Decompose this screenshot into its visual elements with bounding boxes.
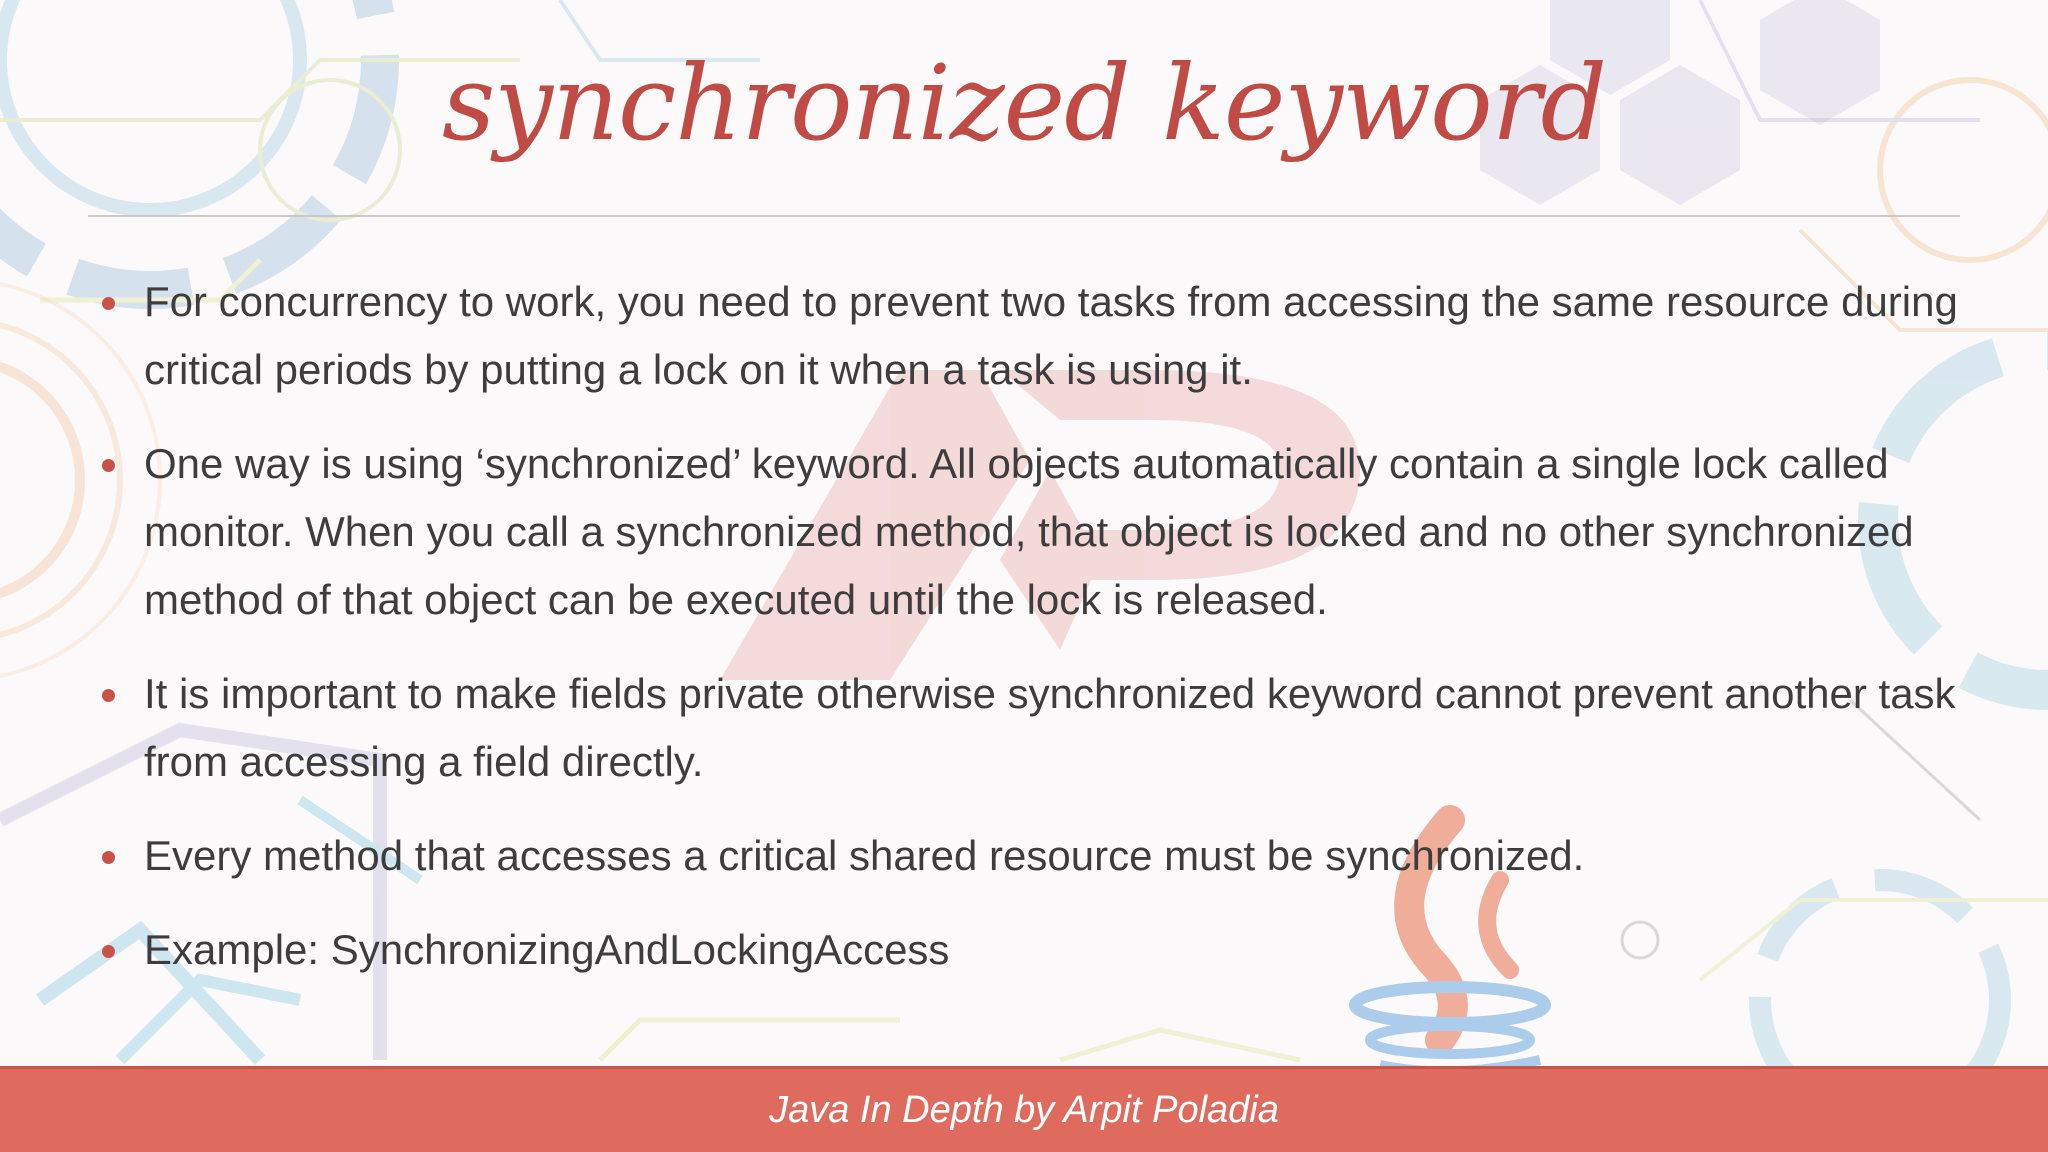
bullet-item	[96, 822, 1976, 890]
bullet-item	[96, 660, 1976, 796]
bullet-list	[96, 268, 1976, 1010]
title-divider	[88, 215, 1960, 217]
bullet-dot-icon	[102, 851, 115, 864]
bullet-item	[96, 916, 1976, 984]
bullet-text: Example: SynchronizingAndLockingAccess	[144, 926, 950, 973]
bullet-item	[96, 430, 1976, 634]
bullet-item	[96, 268, 1976, 404]
slide-title: synchronized keyword	[441, 42, 1607, 164]
bullet-dot-icon	[102, 297, 115, 310]
bullet-dot-icon	[102, 689, 115, 702]
bullet-text: For concurrency to work, you need to prevent two tasks from accessing the same resource during critical periods by putting a lock on it when a task is using it.	[144, 278, 1958, 393]
footer-credit: Java In Depth by Arpit Poladia	[769, 1089, 1279, 1131]
footer-bar	[0, 1066, 2048, 1152]
bullet-text: Every method that accesses a critical shared resource must be synchronized.	[144, 832, 1585, 879]
bullet-text: It is important to make fields private otherwise synchronized keyword cannot prevent another task from accessing a field directly.	[144, 670, 1956, 785]
bullet-text: One way is using ‘synchronized’ keyword. All objects automatically contain a single lock called monitor. When you call a synchronized method, that object is locked and no other synchronized method of that object can be executed until the lock is released.	[144, 440, 1914, 623]
bullet-dot-icon	[102, 459, 115, 472]
bullet-dot-icon	[102, 945, 115, 958]
